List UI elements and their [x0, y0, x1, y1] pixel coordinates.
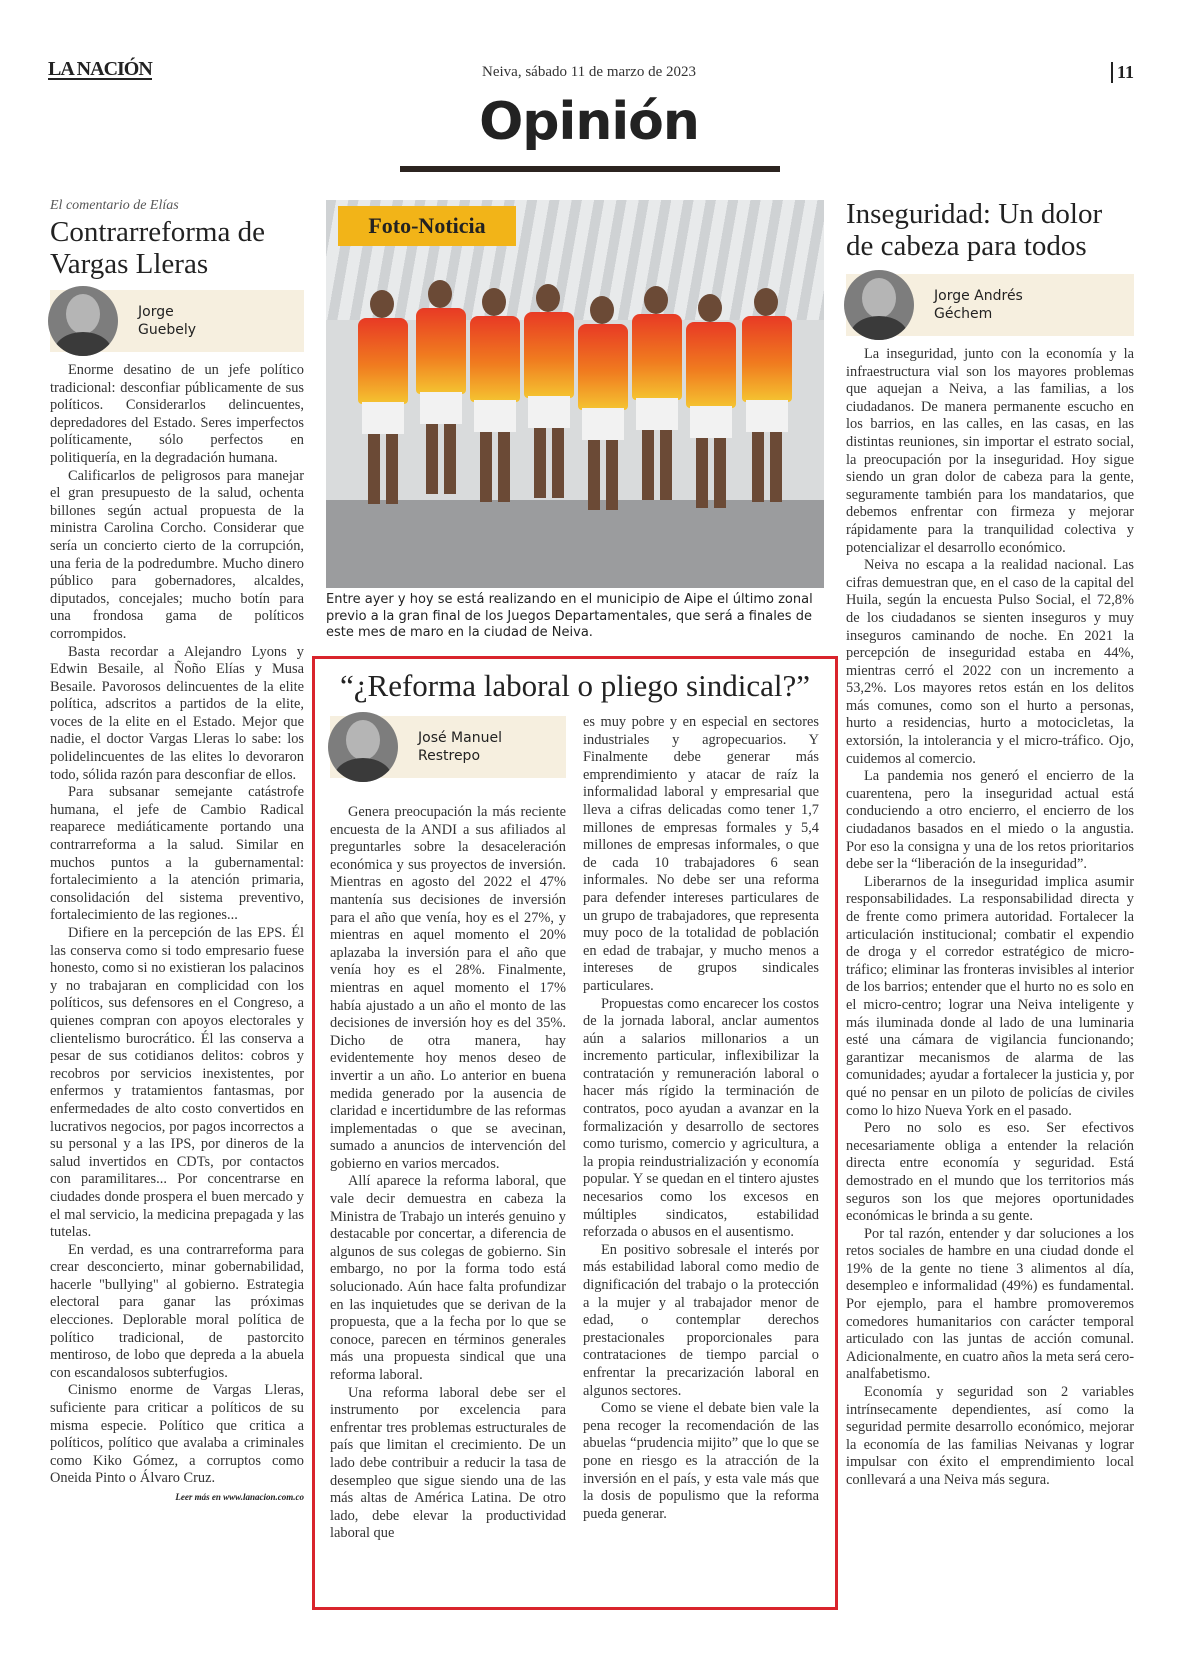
center-article-author: José Manuel Restrepo — [418, 730, 502, 764]
left-article-headline: Contrarreforma de Vargas Lleras — [50, 216, 265, 280]
left-article-author: Jorge Guebely — [138, 304, 197, 338]
center-article-headline: “¿Reforma laboral o pliego sindical?” — [340, 668, 810, 703]
right-article-author: Jorge Andrés Géchem — [934, 288, 1023, 322]
section-title: Opinión — [479, 92, 699, 152]
left-article — [50, 198, 304, 1502]
paragraph: Allí aparece la reforma laboral, que vale decir demuestra en cabeza la Ministra de Trabajo un interés genuino y destacable por concertar, a diferencia de algunos de sus colegas de gobierno. Sin embargo, no por la forma todo está solucionado. Aún hace falta profundizar en las inquietudes que se derivan de la propuesta, que a la fecha por lo que se conoce, parecen en términos generales más una propuesta sindical que una reforma laboral. — [330, 1173, 566, 1383]
left-article-byline — [50, 290, 304, 352]
left-article-kicker: El comentario de Elías — [50, 198, 179, 213]
paragraph: Economía y seguridad son 2 variables intrínsecamente dependientes, así como la seguridad permite desarrollo económico, mejorar la economía de las familias Neivanas y lograr impulsar con éxito el emprendimiento local conllevará a una Neiva más segura. — [846, 1384, 1134, 1488]
right-article-headline: Inseguridad: Un dolor de cabeza para todos — [846, 198, 1103, 262]
page-number: 11 — [1111, 62, 1134, 83]
paragraph: Cinismo enorme de Vargas Lleras, suficiente para criticar a políticos de su misma especie. Político que critica a políticos, político que avalaba a criminales como Kiko Gómez, a corruptos como Oneida Pinto o Álvaro Cruz. — [50, 1382, 304, 1487]
center-article-column-a — [330, 804, 566, 1543]
center-article-byline — [330, 716, 566, 778]
paragraph: La inseguridad, junto con la economía y la infraestructura vial son los mayores problemas que aquejan a Neiva, a las familias, a los ciudadanos. De manera permanente escucho en los barrios, en las calles, en las casas, en las distintas reuniones, sin importar el estrato social, la preocupación por la inseguridad. Hoy sigue siendo un gran dolor de cabeza para la gente, seguramente también para los mandatarios, que debemos enfrentar con firmeza y mejorar rápidamente para la tranquilidad colectiva y potencializar el desarrollo económico. — [846, 346, 1134, 556]
paragraph: Basta recordar a Alejandro Lyons y Edwin Besaile, al Ñoño Elías y Musa Besaile. Pavorosos delincuentes de la elite política, adscritos a partidos de la elite, voces de la elite en el Estado. Mejor que nadie, el doctor Vargas Lleras lo sabe: los polidelincuentes de las elites lo devoraron todo, sólida razón para desconfiar de ellos. — [50, 643, 304, 783]
paragraph: es muy pobre y en especial en sectores industriales y agropecuarios. Y Finalmente debe generar más emprendimiento y atacar de raíz la informalidad laboral y empresarial que lleva a cifras delicadas como tener 1,7 millones de empresas formales y 5,4 millones de empresas informales, o que de cada 10 trabajadores 6 sean informales. No debe ser una reforma para defender intereses particulares de un grupo de trabajadores, que representa muy poco de la totalidad de población en edad de trabajar, y mucho menos a intereses de grupos sindicales particulares. — [583, 714, 819, 994]
paragraph: Para subsanar semejante catástrofe humana, el jefe de Cambio Radical reaparece mediáticamente portando una contrarreforma a la salud. Similar en muchos puntos a la gubernamental: fortalecimiento a la atención primaria, consolidación del sistema preventivo, fortalecimiento de las regiones... — [50, 784, 304, 924]
paragraph: Liberarnos de la inseguridad implica asumir responsabilidades. La responsabilidad directa y de frente como primera autoridad. Fortalecer la articulación institucional; combatir el expendio de droga y el corredor estratégico de micro-tráfico; eliminar las fronteras invisibles al interior de los barrios; entender que el hurto no es solo en el micro-centro; lograr una Neiva inteligente y más iluminada donde al lado de una luminaria esté una cámara de vigilancia funcionando; garantizar mecanismos de alarma de las comunidades; ayudar a fortalecer la justicia y, por qué no pensar en un piloto de policías de civiles como lo hizo Nueva York en el pasado. — [846, 873, 1134, 1119]
paragraph: Calificarlos de peligrosos para manejar el gran presupuesto de la salud, ochenta billones según actual propuesta de la ministra Carolina Corcho. Considerar que sería un concierto cierto de la corrupción, una feria de la podredumbre. Mucho dinero público para gobernadores, alcaldes, diputados, concejales; mucho botín para una frondosa gama de políticos corrompidos. — [50, 467, 304, 642]
center-article-column-b — [583, 714, 819, 1523]
right-article-body — [846, 346, 1134, 1490]
paragraph: Como se viene el debate bien vale la pena recoger la recomendación de las abuelas “prudencia mijito” que lo que se pone en riesgo es la atracción de la inversión en el país, y esta vale más que la dosis de populismo que la reforma pueda generar. — [583, 1400, 819, 1522]
dateline: Neiva, sábado 11 de marzo de 2023 — [482, 64, 696, 80]
author-avatar — [328, 712, 398, 782]
paragraph: Pero no solo es eso. Ser efectivos necesariamente obliga a entender la relación directa entre economía y seguridad. Está demostrado en el mundo que los territorios más seguros son los que mejores oportunidades económicas le brinda a su gente. — [846, 1120, 1134, 1225]
paragraph: Propuestas como encarecer los costos de la jornada laboral, anclar aumentos aún a salarios millonarios a un incremento particular, inflexibilizar la contratación y remuneración laboral o hacer más rígido la terminación de contratos, poco ayudan a avanzar en la formalización y desarrollo de sectores como turismo, comercio y agricultura, a la propia reindustrialización y economía popular. Y se quedan en el tintero ajustes necesarios como los excesos en múltiples sindicatos, estabilidad reforzada o abusos en el ausentismo. — [583, 995, 819, 1241]
left-article-body — [50, 362, 304, 1488]
photo-news-badge: Foto-Noticia — [338, 206, 516, 246]
right-article — [846, 198, 1134, 1490]
paragraph: En verdad, es una contrarreforma para crear desconcierto, minar gobernabilidad, hacerle "bullying" al gobierno. Estrategia electoral para ganar las próximas elecciones. Deplorable moral política de político tradicional, de pastorcito mentiroso, de lobo que depreda a la abuela con escandalosos subterfugios. — [50, 1241, 304, 1381]
photo-caption: Entre ayer y hoy se está realizando en el municipio de Aipe el último zonal previo a la gran final de los Juegos Departamentales, que será a finales de este mes de maro en la ciudad de Neiva. — [326, 592, 813, 640]
paragraph: Neiva no escapa a la realidad nacional. Las cifras demuestran que, en el caso de la capital del Huila, según la encuesta Pulso Social, el 72,8% de los ciudadanos se sienten inseguros y muy inseguros caminando de noche. En 2021 la percepción de inseguridad estaba en 44%, mientras cerró el 2022 con un incremento a 53,2%. Los mayores retos están en los delitos más comunes, como son el hurto a personas, hurto a residencias, hurto a motocicletas, la extorsión, la intolerancia y el micro-tráfico. Ojo, cuidemos al comercio. — [846, 557, 1134, 767]
newspaper-logo: LA NACIÓN — [48, 58, 152, 80]
section-divider — [400, 166, 780, 172]
author-avatar — [844, 270, 914, 340]
news-photo — [326, 200, 824, 588]
paragraph: Difiere en la percepción de las EPS. Él las conserva como si todo empresario fuese honesto, como si no existieran los palacinos y no trabajaran en complicidad con los políticos, sus defensores en el Congreso, a quienes compran con apoyos electorales y clientelismo burocrático. Él las conserva a pesar de sus cotidianos delitos: cobros y recobros por servicios inexistentes, por enfermos y tratamientos fantasmas, por enfermedades de alto costo convertidos en lucrativos negocios, por pagos incorrectos a su personal y a las IPS, por dineros de la salud invertidos en CDTs, por contactos con paramilitares... Por concentrarse en ciudades donde prospera el buen mercado y el mal servicio, la medicina prepagada y las tutelas. — [50, 925, 304, 1241]
paragraph: Enorme desatino de un jefe político tradicional: desconfiar públicamente de sus políticos. Considerarlos delincuentes, depredadores del Estado. Seres imperfectos políticamente, sólo perfectos en politiquería, en la degradación humana. — [50, 362, 304, 466]
read-more-link[interactable]: Leer más en www.lanacion.com.co — [175, 1492, 304, 1502]
paragraph: Por tal razón, entender y dar soluciones a los retos sociales de hambre en una ciudad donde el 19% de la gente no tiene 3 alimentos al día, desempleo e informalidad (49%) es fundamental. Por ejemplo, para el hambre promoveremos comedores humanitarios con carácter temporal articulado con las juntas de acción comunal. Adicionalmente, en cuatro años la meta será cero-analfabetismo. — [846, 1225, 1134, 1383]
paragraph: En positivo sobresale el interés por más estabilidad laboral como medio de dignificación del trabajo o la protección a la mujer y al trabajador menor de edad, o contemplar derechos prestacionales proporcionales para contrataciones de tiempo parcial o enfrentar la precarización laboral en algunos sectores. — [583, 1241, 819, 1399]
paragraph: Genera preocupación la más reciente encuesta de la ANDI a sus afiliados al preguntarles sobre la desaceleración económica y sus proyectos de inversión. Mientras en agosto del 2022 el 47% mantenía sus decisiones de inversión para el año que venía, hoy es el 27%, y mientras en aquel momento el 20% aplazaba la inversión para el año que venía hoy es el 28%. Finalmente, mientras en aquel momento el 17% había ajustado a un año el monto de las decisiones de inversión hoy es del 35%. Dicho de otra manera, hay evidentemente hoy menos deseo de invertir a un año. Lo anterior en buena medida generado por la ausencia de claridad e incertidumbre de las reformas implementadas o que se avecinan, sumado a anuncios de intervención del gobierno en varios mercados. — [330, 804, 566, 1172]
paragraph: Una reforma laboral debe ser el instrumento por excelencia para enfrentar tres problemas estructurales de país que limitan el crecimiento. De un lado debe contribuir a reducir la tasa de desempleo que sigue siendo una de las más altas de América Latina. De otro lado, debe elevar la productividad laboral que — [330, 1384, 566, 1542]
paragraph: La pandemia nos generó el encierro de la cuarentena, pero la inseguridad actual está conduciendo a otro encierro, el encierro de los ciudadanos basados en el miedo o la angustia. Por eso la consigna y una de los retos prioritarios debe ser la “liberación de la inseguridad”. — [846, 768, 1134, 873]
author-avatar — [48, 286, 118, 356]
right-article-byline — [846, 274, 1134, 336]
